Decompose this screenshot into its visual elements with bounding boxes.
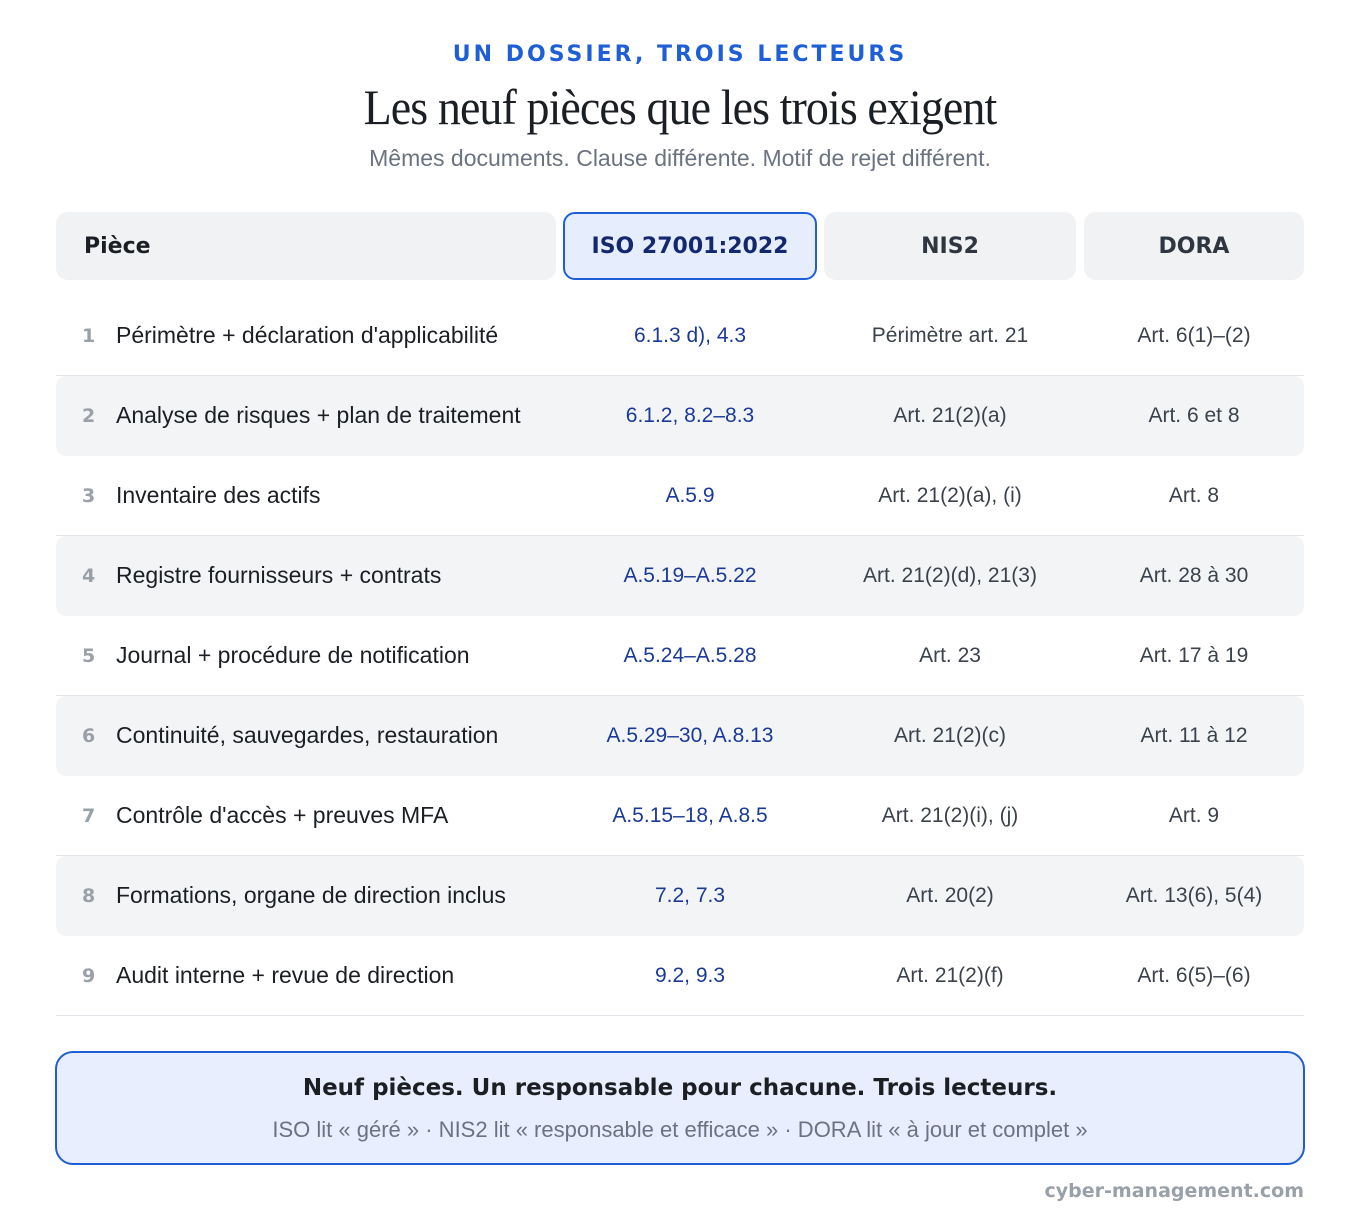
row-number: 1: [82, 324, 96, 347]
row-iso-clause: 7.2, 7.3: [654, 883, 726, 907]
column-header-nis2: NIS2: [824, 212, 1076, 280]
source-footer: cyber-management.com: [1044, 1180, 1304, 1202]
row-number: 9: [82, 964, 96, 987]
row-dora-clause: Art. 11 à 12: [1140, 723, 1248, 747]
summary-subtitle: ISO lit « géré » · NIS2 lit « responsable et efficace » · DORA lit « à jour et complet »: [272, 1117, 1088, 1142]
row-dora-clause: Art. 6(1)–(2): [1137, 323, 1251, 347]
row-iso-clause: A.5.24–A.5.28: [623, 643, 757, 667]
row-piece: Analyse de risques + plan de traitement: [116, 402, 521, 428]
row-number: 3: [82, 484, 96, 507]
row-dora-clause: Art. 6 et 8: [1148, 403, 1240, 427]
row-piece: Formations, organe de direction inclus: [116, 882, 506, 908]
page-subtitle: Mêmes documents. Clause différente. Motif de rejet différent.: [369, 145, 991, 171]
row-piece: Registre fournisseurs + contrats: [116, 562, 442, 588]
row-piece: Continuité, sauvegardes, restauration: [116, 722, 499, 748]
row-piece: Périmètre + déclaration d'applicabilité: [116, 322, 499, 348]
table-row: [56, 696, 1304, 776]
row-piece: Inventaire des actifs: [116, 482, 321, 508]
row-number: 6: [82, 724, 96, 747]
row-nis2-clause: Art. 21(2)(d), 21(3): [863, 563, 1037, 587]
row-nis2-clause: Art. 21(2)(i), (j): [881, 803, 1019, 827]
row-nis2-clause: Art. 20(2): [906, 883, 994, 907]
row-piece: Audit interne + revue de direction: [116, 962, 455, 988]
table-row: [56, 776, 1304, 856]
requirements-table: [56, 296, 1304, 1016]
row-iso-clause: A.5.15–18, A.8.5: [612, 803, 768, 827]
column-header-piece: Pièce: [56, 212, 556, 280]
summary-callout: [55, 1051, 1305, 1165]
row-nis2-clause: Art. 21(2)(a), (i): [878, 483, 1022, 507]
row-number: 2: [82, 404, 96, 427]
row-iso-clause: A.5.9: [665, 483, 715, 507]
row-iso-clause: A.5.19–A.5.22: [623, 563, 757, 587]
row-iso-clause: 6.1.3 d), 4.3: [633, 323, 747, 347]
column-header-iso: ISO 27001:2022: [563, 212, 817, 280]
row-iso-clause: 6.1.2, 8.2–8.3: [625, 403, 755, 427]
row-dora-clause: Art. 13(6), 5(4): [1125, 883, 1263, 907]
row-dora-clause: Art. 28 à 30: [1139, 563, 1249, 587]
page-title: Les neuf pièces que les trois exigent: [363, 79, 997, 135]
row-piece: Journal + procédure de notification: [116, 642, 470, 668]
row-dora-clause: Art. 8: [1168, 483, 1220, 507]
row-dora-clause: Art. 6(5)–(6): [1137, 963, 1251, 987]
summary-title: Neuf pièces. Un responsable pour chacune. Trois lecteurs.: [302, 1075, 1058, 1101]
table-row: [56, 856, 1304, 936]
table-row: [56, 616, 1304, 696]
table-row: [56, 376, 1304, 456]
row-dora-clause: Art. 17 à 19: [1139, 643, 1249, 667]
row-nis2-clause: Périmètre art. 21: [871, 323, 1029, 347]
table-row: [56, 456, 1304, 536]
row-number: 8: [82, 884, 96, 907]
row-number: 7: [82, 804, 96, 827]
table-row: [56, 536, 1304, 616]
row-iso-clause: 9.2, 9.3: [654, 963, 726, 987]
row-dora-clause: Art. 9: [1168, 803, 1220, 827]
row-number: 4: [82, 564, 96, 587]
row-iso-clause: A.5.29–30, A.8.13: [606, 723, 774, 747]
column-header-dora: DORA: [1084, 212, 1304, 280]
row-number: 5: [82, 644, 96, 667]
row-piece: Contrôle d'accès + preuves MFA: [116, 802, 449, 828]
eyebrow: UN DOSSIER, TROIS LECTEURS: [452, 42, 908, 67]
table-row: [56, 936, 1304, 1016]
row-nis2-clause: Art. 21(2)(a): [893, 403, 1007, 427]
row-nis2-clause: Art. 23: [919, 643, 981, 667]
row-nis2-clause: Art. 21(2)(f): [896, 963, 1004, 987]
row-nis2-clause: Art. 21(2)(c): [893, 723, 1006, 747]
table-row: [56, 296, 1304, 376]
